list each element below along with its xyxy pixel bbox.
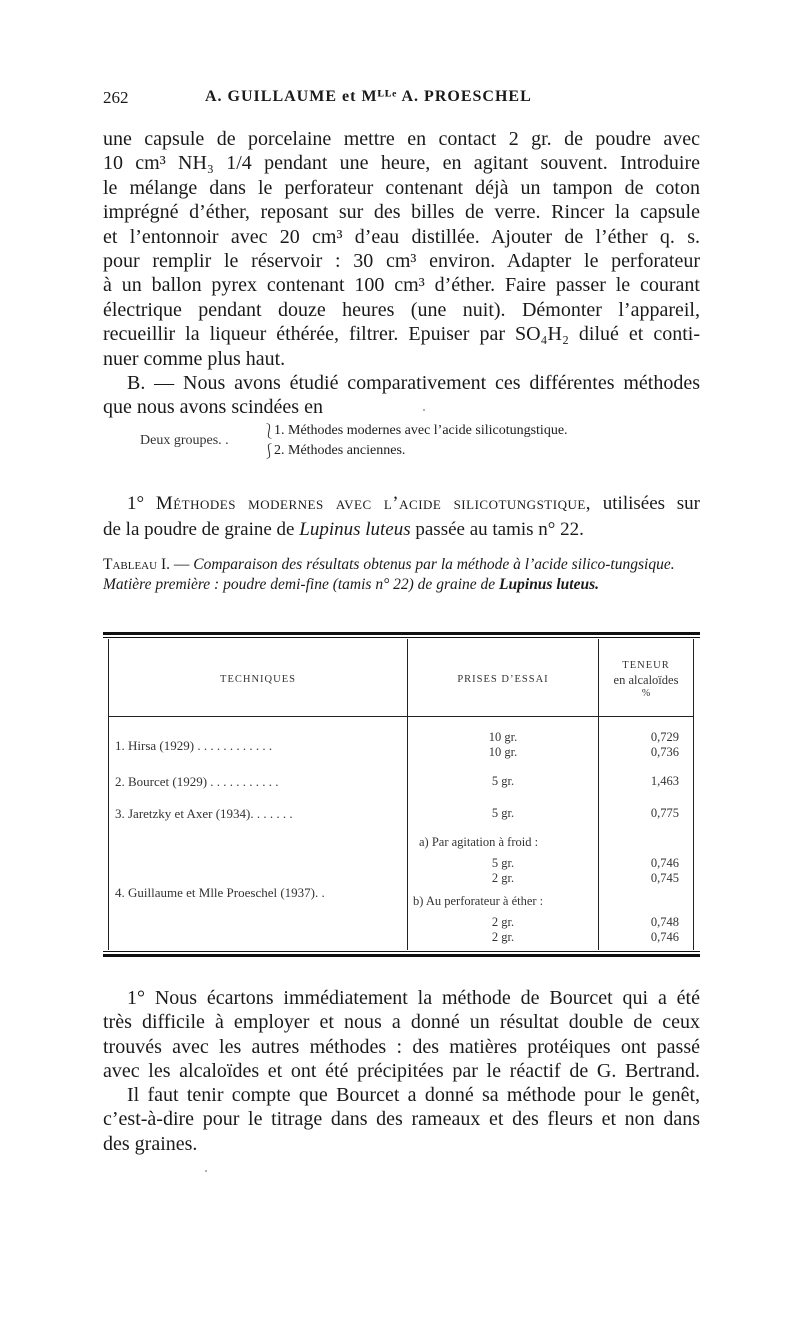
table-cell-teneur: 1,463	[650, 774, 679, 788]
brace-glyph: ⎱ ⎰	[262, 425, 276, 460]
table-cell-prise: 2 gr.	[491, 915, 515, 929]
table-border	[108, 639, 109, 950]
section-line2-b: passée au tamis n° 22.	[410, 519, 584, 540]
section-number: 1°	[127, 493, 145, 514]
table-rule	[103, 954, 700, 957]
table-cell-teneur: 0,736	[650, 745, 679, 759]
table-subheading: b) Au perforateur à éther :	[413, 894, 544, 908]
col-header-percent: %	[641, 688, 651, 699]
table-caption	[103, 555, 700, 595]
text-line: électrique pendant douze heures (une nuit). Démonter l’appareil,	[103, 298, 700, 321]
paragraph-method-a	[103, 127, 700, 420]
running-head	[103, 88, 703, 110]
table-row-technique: 2. Bourcet (1929) . . . . . . . . . . .	[115, 774, 279, 789]
table-cell-prise: 2 gr.	[491, 930, 515, 944]
table-cell-prise: 5 gr.	[491, 806, 515, 820]
table-cell-prise: 2 gr.	[491, 871, 515, 885]
group-item-2: 2. Méthodes anciennes.	[274, 443, 406, 458]
text-line: très difficile à employer et nous a donné un résultat double de ceux	[103, 1011, 700, 1034]
text-line: Il faut tenir compte que Bourcet a donné sa méthode pour le genêt,	[127, 1084, 700, 1106]
text-line: trouvés avec les autres méthodes : des matières protéiques ont passé	[103, 1035, 700, 1058]
caption-label: Tableau I.	[103, 556, 170, 573]
col-header-teneur: TENEUR	[622, 660, 670, 671]
table-cell-teneur: 0,745	[650, 871, 679, 885]
table-cell-teneur: 0,748	[650, 915, 679, 929]
text-line: imprégné d’éther, reposant sur des billes de verre. Rincer la capsule	[103, 201, 700, 224]
paragraph-discussion	[103, 986, 700, 1084]
groups-list	[140, 423, 700, 467]
group-item-1: 1. Méthodes modernes avec l’acide silicotungstique.	[274, 423, 568, 438]
table-cell-prise: 5 gr.	[491, 774, 515, 788]
text-line: recueillir la liqueur éthérée, filtrer. Epuiser par SO₄H₂ dilué et conti-	[103, 323, 700, 346]
text-line: 10 cm³ NH₃ 1/4 pendant une heure, en agitant souvent. Introduire	[103, 152, 700, 175]
text-line: à un ballon pyrex contenant 100 cm³ d’éther. Faire passer le courant	[103, 274, 700, 297]
text-line: c’est-à-dire pour le titrage dans des rameaux et des fleurs et non dans	[103, 1108, 700, 1131]
table-cell-prise: 10 gr.	[488, 730, 518, 744]
text-line: pour remplir le réservoir : 30 cm³ environ. Adapter le perforateur	[103, 249, 700, 272]
table-cell-prise: 10 gr.	[488, 745, 518, 759]
table-rule	[103, 632, 700, 635]
section-heading	[103, 491, 700, 543]
table-subheading: a) Par agitation à froid :	[419, 835, 539, 849]
caption-dash: —	[170, 556, 194, 573]
col-header-techniques: TECHNIQUES	[220, 674, 296, 685]
table-cell-teneur: 0,729	[650, 730, 679, 744]
results-table	[103, 632, 700, 957]
table-cell-teneur: 0,775	[650, 806, 679, 820]
text-line: 1° Nous écartons immédiatement la méthode de Bourcet qui a été	[127, 987, 700, 1009]
table-row-technique: 3. Jaretzky et Axer (1934). . . . . . .	[115, 806, 293, 821]
paragraph-conclusion	[103, 1083, 700, 1156]
text-line: et l’entonnoir avec 20 cm³ d’eau distillée. Ajouter de l’éther q. s.	[103, 225, 700, 248]
text-line: que nous avons scindées en	[103, 396, 323, 419]
text-line: B. — Nous avons étudié comparativement ces différentes méthodes	[127, 371, 700, 394]
table-row-technique: 1. Hirsa (1929) . . . . . . . . . . . .	[115, 738, 273, 753]
table-rule	[103, 637, 700, 638]
page-number: 262	[103, 88, 129, 107]
header-rule	[108, 716, 694, 717]
text-line: le mélange dans le perforateur contenant déjà un tampon de coton	[103, 176, 700, 199]
text-line: nuer comme plus haut.	[103, 347, 286, 370]
table-rule	[103, 951, 700, 952]
caption-text: Comparaison des résultats obtenus par la méthode à l’acide silico-tungsique. Matière première : poudre demi-fine (tamis n° 22) de graine de	[103, 556, 675, 593]
col-header-prises: PRISES D’ESSAI	[457, 674, 549, 685]
running-title: A. GUILLAUME et Mᴸᴸᵉ A. PROESCHEL	[205, 88, 532, 105]
caption-species: Lupinus luteus.	[499, 576, 599, 593]
groups-label: Deux groupes. .	[140, 433, 229, 448]
print-speck	[423, 409, 425, 411]
table-cell-teneur: 0,746	[650, 930, 679, 944]
column-divider	[407, 639, 408, 950]
section-title: Méthodes modernes avec l’acide silicotungstique,	[155, 493, 592, 514]
text-line: avec les alcaloïdes et ont été précipitées par le réactif de G. Bertrand.	[103, 1060, 700, 1083]
table-cell-teneur: 0,746	[650, 856, 679, 870]
table-border	[693, 639, 694, 950]
section-line2-a: de la poudre de graine de	[103, 519, 300, 540]
text-line: une capsule de porcelaine mettre en contact 2 gr. de poudre avec	[103, 128, 700, 150]
section-title-rest: utilisées sur	[602, 493, 701, 514]
text-line: des graines.	[103, 1132, 198, 1155]
species-name: Lupinus luteus	[299, 519, 411, 540]
print-speck	[205, 1170, 207, 1172]
table-cell-prise: 5 gr.	[491, 856, 515, 870]
col-header-teneur-sub: en alcaloïdes	[613, 673, 679, 687]
table-row-technique: 4. Guillaume et Mlle Proeschel (1937). .	[115, 885, 325, 900]
